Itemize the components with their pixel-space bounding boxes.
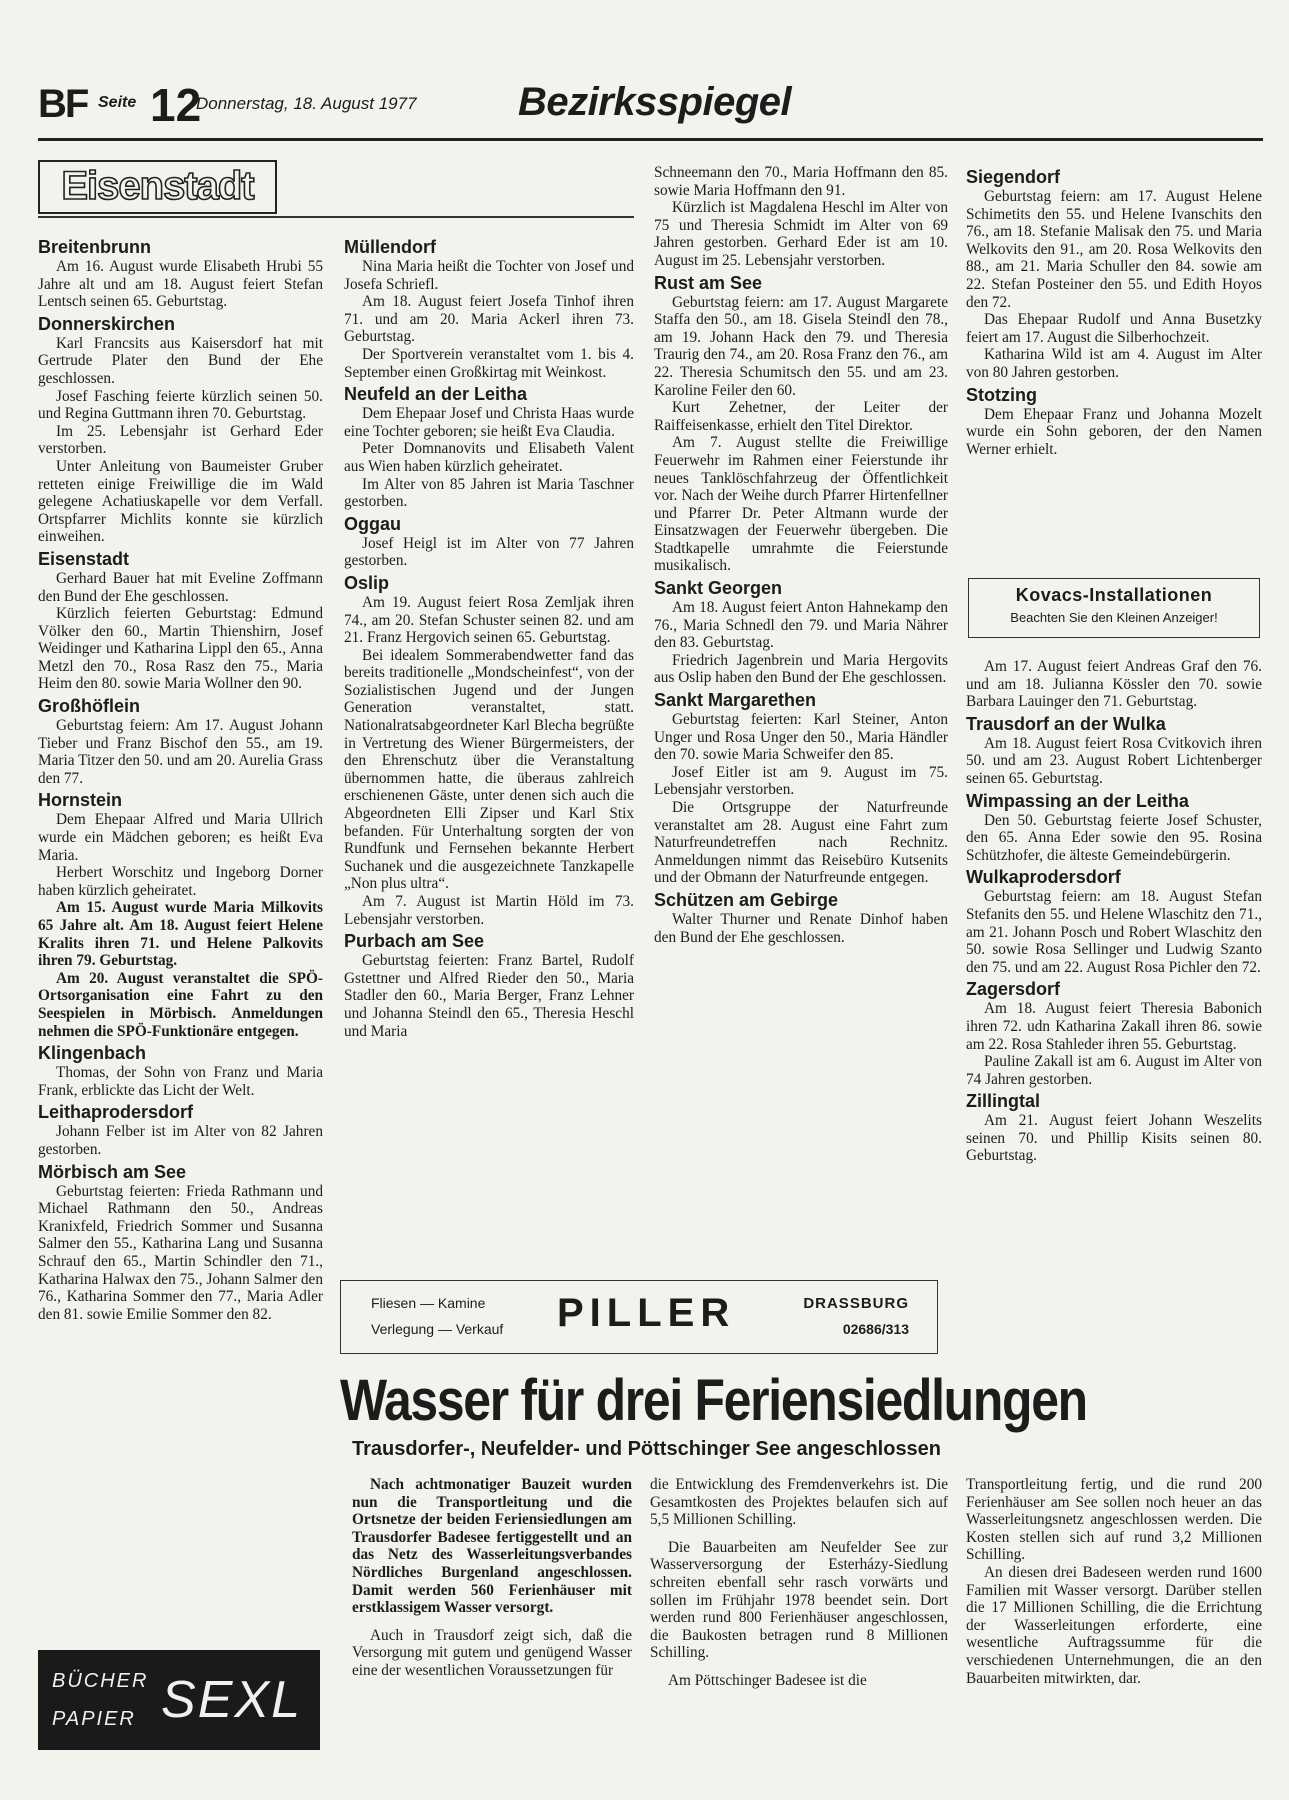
article-paragraph: An diesen drei Badeseen werden rund 1600 Familien mit Wasser versorgt. Darüber stellen die 17 Millionen Schilling, die die Errichtung der Wasserleitungen erforderte, eine wesentliche Auftragssumme für die verschiedenen Unternehmungen, die an den Bauarbeiten mitwirkten, dar.: [966, 1563, 1262, 1687]
news-item: Am 18. August feiert Theresia Babonich ihren 72. udn Katharina Zakall ihren 86. sowie am 22. Rosa Stahleder ihren 55. Geburtstag.: [966, 1000, 1262, 1053]
news-item: Dem Ehepaar Franz und Johanna Mozelt wurde ein Sohn geboren, der den Namen Werner erhielt.: [966, 405, 1262, 458]
kovacs-ad-subtitle: Beachten Sie den Kleinen Anzeiger!: [1010, 610, 1218, 625]
district-rule: [38, 216, 634, 218]
news-item: Josef Heigl ist im Alter von 77 Jahren gestorben.: [344, 534, 634, 570]
article-paragraph: Transportleitung fertig, und die rund 200 Ferienhäuser am See sollen noch heuer an das Wasserleitungsnetz angeschlossen werden. Die Kosten stellen sich auf rund 3,2 Millionen Schilling.: [966, 1476, 1262, 1564]
town-heading: Zillingtal: [966, 1091, 1040, 1112]
news-item: Herbert Worschitz und Ingeborg Dorner haben kürzlich geheiratet.: [38, 864, 323, 899]
town-heading: Neufeld an der Leitha: [344, 384, 528, 405]
news-item: Am 7. August stellte die Freiwillige Feuerwehr im Rahmen einer Feierstunde ihr neues Tanklöschfahrzeug der Öffentlichkeit vor. Nach der Weihe durch Pfarrer Hirtenfellner und Pfarrer Dr. Peter Altmann wurde der Einsatzwagen der Feuerwehr übergeben. Die Stadtkapelle umrahmte die Feierstunde musikalisch.: [654, 434, 948, 575]
news-item: Im Alter von 85 Jahren ist Maria Taschner gestorben.: [344, 475, 634, 511]
masthead: [38, 80, 1263, 140]
sexl-ad-brand: SEXL: [161, 1671, 302, 1729]
town-heading: Müllendorf: [344, 237, 436, 257]
news-item: Den 50. Geburtstag feierte Josef Schuster, den 65. Anna Eder sowie den 95. Rosina Schützhofer, die älteste Gemeindebürgerin.: [966, 811, 1262, 864]
page-label: Seite: [98, 94, 137, 111]
news-item: Unter Anleitung von Baumeister Gruber retteten einige Freiwillige die im Wald gelegene Achatiuskapelle vor dem Verfall. Ortspfarrer Michlits konnte sie kürzlich einweihen.: [38, 457, 323, 546]
news-item: Pauline Zakall ist am 6. August im Alter von 74 Jahren gestorben.: [966, 1053, 1262, 1088]
news-item: Geburtstag feiern: Am 17. August Johann Tieber und Franz Bischof den 55., am 19. Maria Titzer den 50. und am 20. Aurelia Grass den 77.: [38, 717, 323, 787]
article-paragraph: die Entwicklung des Fremdenverkehrs ist. Die Gesamtkosten des Projektes belaufen sich auf 5,5 Millionen Schilling.: [650, 1476, 948, 1529]
town-heading: Eisenstadt: [38, 548, 130, 569]
news-item: Am 7. August ist Martin Höld im 73. Lebensjahr verstorben.: [344, 893, 634, 928]
news-item: Johann Felber ist im Alter von 82 Jahren gestorben.: [38, 1123, 323, 1158]
kovacs-ad-title: Kovacs-Installationen: [1015, 585, 1213, 605]
town-heading: Breitenbrunn: [38, 237, 152, 257]
news-item: Am 15. August wurde Maria Milkovits 65 Jahre alt. Am 18. August feiert Helene Kralits ihren 71. und Helene Palkovits ihren 79. Geburtstag.: [38, 899, 323, 970]
town-heading: Hornstein: [38, 790, 123, 811]
news-item: Der Sportverein veranstaltet vom 1. bis 4. September einen Großkirtag mit Weinkost.: [344, 345, 634, 381]
masthead-rule: [38, 138, 1263, 141]
page-number: 12: [150, 79, 202, 131]
news-item: Im 25. Lebensjahr ist Gerhard Eder verstorben.: [38, 422, 323, 458]
town-heading: Oslip: [344, 572, 390, 593]
piller-ad-town: DRASSBURG: [803, 1295, 909, 1312]
news-item: Am 20. August veranstaltet die SPÖ-Ortsorganisation eine Fahrt zu den Seespielen in Mörbisch. Anmeldungen nehmen die SPÖ-Funktionäre entgegen.: [38, 969, 323, 1040]
town-heading: Sankt Georgen: [654, 578, 783, 599]
article-column-3: [966, 1476, 1262, 1697]
town-heading: Klingenbach: [38, 1043, 147, 1064]
news-item: Kürzlich ist Magdalena Heschl im Alter von 75 und Theresia Schmidt im Alter von 69 Jahren gestorben. Gerhard Eder ist am 10. August im 25. Lebensjahr verstorben.: [654, 199, 948, 269]
town-heading: Purbach am See: [344, 931, 485, 952]
kovacs-advertisement: [968, 578, 1260, 638]
news-item: Am 19. August feiert Rosa Zemljak ihren 74., am 20. Stefan Schuster seinen 82. und am 21. Franz Hergovich seinen 65. Geburtstag.: [344, 593, 634, 647]
issue-date: Donnerstag, 18. August 1977: [196, 94, 417, 113]
town-heading: Zagersdorf: [966, 979, 1061, 1000]
section-title: Bezirksspiegel: [518, 80, 792, 124]
article-column-2: [650, 1476, 948, 1700]
news-item: Josef Eitler ist am 9. August im 75. Lebensjahr verstorben.: [654, 763, 948, 799]
sexl-advertisement: [38, 1650, 320, 1750]
news-item: Nina Maria heißt die Tochter von Josef und Josefa Schriefl.: [344, 258, 634, 293]
news-column-4: [966, 164, 1262, 458]
news-column-1: [38, 234, 323, 1323]
news-item: Am 17. August feiert Andreas Graf den 76. und am 18. Julianna Kössler den 70. sowie Barbara Lauinger den 71. Geburtstag.: [966, 658, 1262, 711]
town-heading: Oggau: [344, 513, 401, 534]
article-paragraph: Die Bauarbeiten am Neufelder See zur Wasserversorgung der Esterházy-Siedlung schreiten ebenfall sehr rasch vorwärts und sollen im Frühjahr 1978 beendet sein. Dort werden rund 800 Ferienhäuser angeschlossen, die Baukosten betragen rund 8 Millionen Schilling.: [650, 1538, 948, 1662]
piller-ad-line2: Verlegung — Verkauf: [371, 1321, 504, 1337]
article-headline: Wasser für drei Feriensiedlungen: [340, 1368, 1087, 1433]
news-item: Walter Thurner und Renate Dinhof haben den Bund der Ehe geschlossen.: [654, 910, 948, 946]
piller-ad-phone: 02686/313: [842, 1321, 909, 1337]
town-heading: Donnerskirchen: [38, 313, 176, 334]
news-item: Friedrich Jagenbrein und Maria Hergovits aus Oslip haben den Bund der Ehe geschlossen.: [654, 651, 948, 687]
news-item: Geburtstag feiern: am 18. August Stefan Stefanits den 55. und Helene Wlaschitz den 71., am 21. Johann Posch und Robert Wlaschitz den 50. sowie Rosa Sellinger und Ludwig Szanto den 75. und am 22. August Rosa Pichler den 72.: [966, 888, 1262, 976]
news-item: Thomas, der Sohn von Franz und Maria Frank, erblickte das Licht der Welt.: [38, 1064, 323, 1099]
piller-ad-line1: Fliesen — Kamine: [371, 1295, 486, 1311]
news-item: Geburtstag feiern: am 17. August Helene Schimetits den 55. und Helene Ivanschits den 76., am 18. Stefanie Malisak den 75. und Maria Welkovits den 91., am 20. Rosa Welkovits den 88., am 21. Maria Schuller den 84. sowie am 22. Stefan Posteiner den 55. und Edith Hoyos den 72.: [966, 188, 1262, 311]
news-item: Geburtstag feiern: am 17. August Margarete Staffa den 50., am 18. Gisela Steindl den 78., am 19. Johann Hack den 79. und Theresia Traurig den 74., am 20. Rosa Franz den 76., am 22. Theresia Schumitsch den 55. und am 23. Karoline Feiler den 60.: [654, 293, 948, 399]
news-item: Geburtstag feierten: Franz Bartel, Rudolf Gstettner und Alfred Rieder den 50., Maria Stadler den 60., Maria Berger, Franz Lehner und Johanna Steindl den 65., Theresia Heschl und Maria: [344, 952, 634, 1040]
news-item: Karl Francsits aus Kaisersdorf hat mit Gertrude Plater den Bund der Ehe geschlossen.: [38, 334, 323, 387]
news-item: Die Ortsgruppe der Naturfreunde veranstaltet am 28. August eine Fahrt zum Naturfreundetreffen nach Rechnitz. Anmeldungen nimmt das Reisebüro Kutsenits und der Obmann der Naturfreunde entgegen.: [654, 799, 948, 887]
town-heading: Sankt Margarethen: [654, 690, 817, 711]
news-item: Katharina Wild ist am 4. August im Alter von 80 Jahren gestorben.: [966, 346, 1262, 381]
newspaper-logo: BF: [38, 82, 88, 126]
town-heading: Schützen am Gebirge: [654, 889, 839, 910]
news-item: Am 16. August wurde Elisabeth Hrubi 55 Jahre alt und am 18. August feiert Stefan Lentsch seinen 65. Geburtstag.: [38, 258, 323, 311]
news-column-3: [654, 164, 948, 946]
news-item: Bei idealem Sommerabendwetter fand das bereits traditionelle „Mondscheinfest“, von der Sozialistischen Jugend und der Jungen Generation veranstaltet, statt. Nationalratsabgeordneter Karl Blecha begrüßte in Vertretung des Wiener Bürgermeisters, der den Ehrenschutz über die Veranstaltung übernommen hatte, die überaus zahlreich erschienenen Gäste, unter denen sich auch die Abgeordneten Elli Zipser und Karl Stix befanden. Für Unterhaltung sorgten der von Rundfunk und Fernsehen bekannte Herbert Suchanek und die ausgezeichnete Tanzkapelle „Non plus ultra“.: [344, 646, 634, 893]
news-item: Geburtstag feierten: Frieda Rathmann und Michael Rathmann den 50., Andreas Kranixfeld, Friedrich Sommer und Susanna Salmer den 55., Katharina Lang und Susanna Schrauf den 65., Martin Schindler den 71., Katharina Halwax den 75., Johann Salmer den 76., Katharina Sommer den 77., Maria Adler den 81. sowie Emilie Sommer den 82.: [38, 1182, 323, 1323]
news-item: Am 18. August feiert Anton Hahnekamp den 76., Maria Schnedl den 79. und Maria Nährer den 83. Geburtstag.: [654, 599, 948, 652]
news-item: Das Ehepaar Rudolf und Anna Busetzky feiert am 17. August die Silberhochzeit.: [966, 311, 1262, 346]
town-heading: Siegendorf: [966, 167, 1061, 187]
news-column-4-continued: [966, 658, 1262, 1165]
piller-ad-brand: PILLER: [557, 1291, 736, 1335]
town-heading: Großhöflein: [38, 696, 140, 717]
news-item: Am 18. August feiert Rosa Cvitkovich ihren 50. und am 23. August Robert Lichtenberger seinen 65. Geburtstag.: [966, 734, 1262, 787]
article-paragraph: Am Pöttschinger Badesee ist die: [668, 1671, 867, 1689]
town-heading: Stotzing: [966, 384, 1037, 405]
article-subheadline: Trausdorfer-, Neufelder- und Pöttschinger See angeschlossen: [352, 1438, 942, 1460]
news-item: Geburtstag feierten: Karl Steiner, Anton Unger und Rosa Unger den 50., Maria Händler den 70. sowie Maria Schweifer den 85.: [654, 711, 948, 764]
town-heading: Wulkaprodersdorf: [966, 867, 1121, 888]
news-item: Josef Fasching feierte kürzlich seinen 50. und Regina Guttmann ihren 70. Geburtstag.: [38, 387, 323, 423]
article-column-1: [352, 1476, 632, 1690]
piller-advertisement: [340, 1280, 938, 1354]
news-item: Schneemann den 70., Maria Hoffmann den 85. sowie Maria Hoffmann den 91.: [654, 164, 948, 199]
district-heading: Eisenstadt: [38, 160, 277, 214]
news-item: Kurt Zehetner, der Leiter der Raiffeisenkasse, erhielt den Titel Direktor.: [654, 399, 948, 434]
news-column-2: [344, 234, 634, 1040]
article-paragraph: Nach achtmonatiger Bauzeit wurden nun die Transportleitung und die Ortsnetze der beiden Feriensiedlungen am Trausdorfer Badesee fertiggestellt und an das Netz des Wasserleitungsverbandes Nördliches Burgenland angeschlossen. Damit werden 560 Ferienhäuser mit erstklassigem Wasser versorgt.: [352, 1476, 632, 1617]
town-heading: Leithaprodersdorf: [38, 1102, 194, 1123]
sexl-ad-line2: PAPIER: [52, 1708, 136, 1730]
news-item: Dem Ehepaar Josef und Christa Haas wurde eine Tochter geboren; sie heißt Eva Claudia.: [344, 405, 634, 440]
article-paragraph: Auch in Trausdorf zeigt sich, daß die Versorgung mit gutem und genügend Wasser eine der wesentlichen Voraussetzungen für: [352, 1626, 632, 1679]
news-item: Kürzlich feierten Geburtstag: Edmund Völker den 60., Martin Thienshirn, Josef Weidinger und Katharina Lippl den 65., Anna Metzl den 70., Rosa Rasz den 75., Maria Heim den 80. sowie Maria Wollner den 90.: [38, 605, 323, 693]
news-item: Am 21. August feiert Johann Weszelits seinen 70. und Phillip Kisits seinen 80. Geburtstag.: [966, 1112, 1262, 1165]
news-item: Gerhard Bauer hat mit Eveline Zoffmann den Bund der Ehe geschlossen.: [38, 569, 323, 605]
sexl-ad-line1: BÜCHER: [52, 1670, 149, 1692]
news-item: Dem Ehepaar Alfred und Maria Ullrich wurde ein Mädchen geboren; es heißt Eva Maria.: [38, 811, 323, 864]
town-heading: Trausdorf an der Wulka: [966, 713, 1166, 734]
news-item: Peter Domnanovits und Elisabeth Valent aus Wien haben kürzlich geheiratet.: [344, 440, 634, 475]
town-heading: Wimpassing an der Leitha: [966, 790, 1189, 811]
town-heading: Rust am See: [654, 272, 763, 293]
town-heading: Mörbisch am See: [38, 1161, 187, 1182]
news-item: Am 18. August feiert Josefa Tinhof ihren 71. und am 20. Maria Ackerl ihren 73. Geburtstag.: [344, 293, 634, 346]
